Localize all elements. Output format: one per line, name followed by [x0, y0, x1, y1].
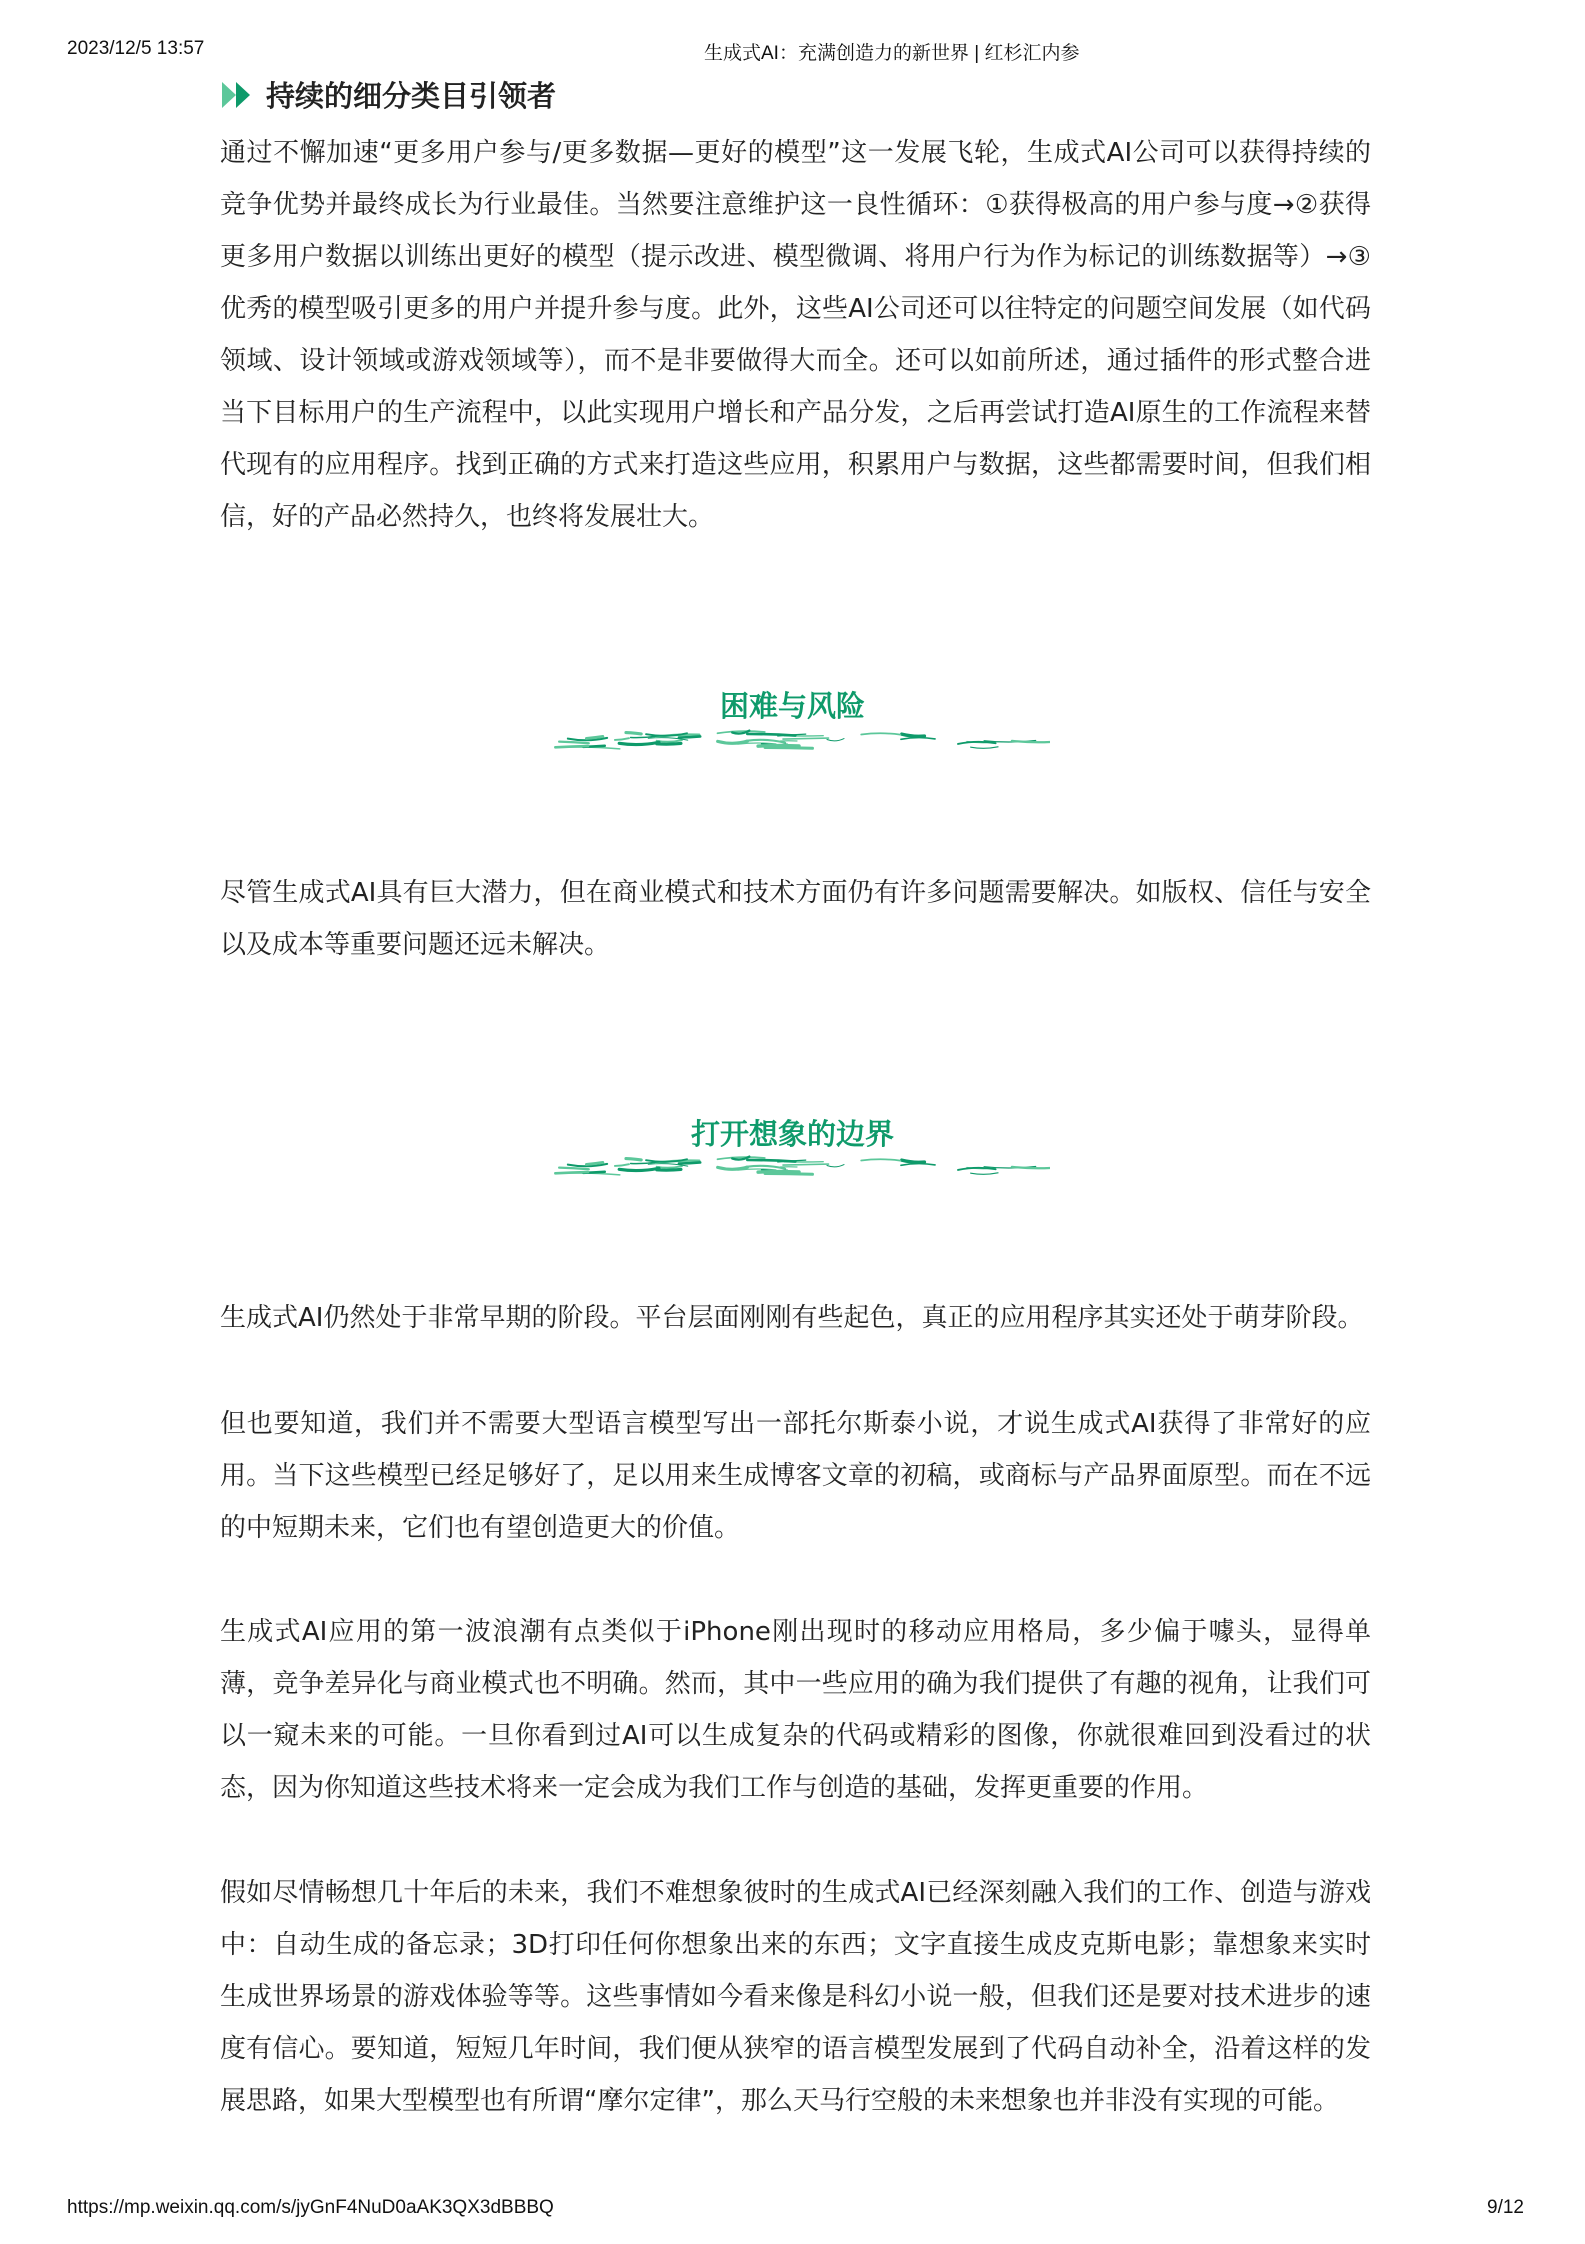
paragraph-line: 度有信心。要知道，短短几年时间，我们便从狭窄的语言模型发展到了代码自动补全，沿着这样的发	[220, 2034, 1371, 2064]
heading-risks: 困难与风险	[719, 689, 865, 723]
brush-stroke	[626, 733, 641, 734]
brush-stroke	[901, 1164, 935, 1166]
section-heading	[220, 74, 556, 115]
paragraph-line: 竞争优势并最终成长为行业最佳。当然要注意维护这一良性循环：①获得极高的用户参与度→②获得	[220, 190, 1371, 220]
brush-stroke	[783, 1164, 829, 1165]
paragraph-line: 中：自动生成的备忘录；3D打印任何你想象出来的东西；文字直接生成皮克斯电影；靠想象来实时	[220, 1930, 1371, 1960]
paragraph-line: 薄，竞争差异化与商业模式也不明确。然而，其中一些应用的确为我们提供了有趣的视角，让我们可	[220, 1669, 1371, 1699]
paragraph-line: 以一窥未来的可能。一旦你看到过AI可以生成复杂的代码或精彩的图像，你就很难回到没看过的状	[220, 1721, 1371, 1751]
brush-stroke	[902, 734, 925, 736]
brush-stroke	[827, 739, 844, 741]
brush-stroke	[901, 738, 935, 740]
paragraph-risks	[220, 867, 1371, 971]
brush-divider-icon	[540, 720, 1050, 760]
brush-stroke	[758, 746, 799, 747]
page-number: 9/12	[1487, 2197, 1524, 2218]
section-heading-text: 持续的细分类目引领者	[266, 79, 557, 113]
brush-stroke	[615, 738, 629, 740]
print-datetime: 2023/12/5 13:57	[67, 38, 205, 59]
paragraph-line: 生成式AI应用的第一波浪潮有点类似于iPhone刚出现时的移动应用格局，多少偏于噱头，显得单	[220, 1617, 1371, 1647]
paragraph-line: 通过不懈加速“更多用户参与/更多数据—更好的模型”这一发展飞轮，生成式AI公司可以获得持续的	[220, 138, 1371, 168]
paragraph-line: 但也要知道，我们并不需要大型语言模型写出一部托尔斯泰小说，才说生成式AI获得了非常好的应	[220, 1409, 1371, 1439]
brush-stroke	[657, 1169, 681, 1170]
brush-stroke	[746, 1166, 785, 1169]
brush-stroke	[783, 738, 829, 739]
brush-stroke	[615, 1164, 629, 1166]
paragraph-line: 代现有的应用程序。找到正确的方式来打造这些应用，积累用户与数据，这些都需要时间，但我们相	[220, 450, 1371, 480]
brush-stroke	[971, 747, 998, 748]
paragraph-line: 用。当下这些模型已经足够好了，足以用来生成博客文章的初稿，或商标与产品界面原型。而在不远	[220, 1461, 1371, 1491]
paragraph-early-stage	[220, 1292, 1371, 1344]
brush-stroke	[657, 743, 681, 744]
brush-stroke	[555, 746, 588, 747]
brush-stroke	[679, 736, 700, 737]
brush-stroke	[619, 1168, 659, 1170]
brush-stroke	[586, 736, 602, 738]
paragraph-line: 更多用户数据以训练出更好的模型（提示改进、模型微调、将用户行为作为标记的训练数据等）→③	[220, 242, 1371, 272]
paragraph-line: 优秀的模型吸引更多的用户并提升参与度。此外，这些AI公司还可以往特定的问题空间发展（如代码	[220, 294, 1371, 324]
brush-stroke	[827, 1165, 844, 1167]
brush-stroke	[559, 1168, 589, 1170]
brush-stroke	[657, 1166, 682, 1168]
brush-stroke	[586, 1162, 602, 1164]
brush-stroke	[746, 740, 785, 743]
paragraph-first-wave	[220, 1606, 1371, 1814]
paragraph-good-enough	[220, 1398, 1371, 1554]
brush-stroke	[902, 1160, 925, 1162]
paragraph-line: 态，因为你知道这些技术将来一定会成为我们工作与创造的基础，发挥更重要的作用。	[220, 1773, 1209, 1803]
brush-stroke	[861, 733, 900, 734]
paragraph-line: 展思路，如果大型模型也有所谓“摩尔定律”，那么天马行空般的未来想象也并非没有实现的可能。	[220, 2086, 1339, 2116]
paragraph-line: 信，好的产品必然持久，也终将发展壮大。	[220, 502, 715, 532]
brush-stroke	[765, 1173, 812, 1174]
paragraph-line: 的中短期未来，它们也有望创造更大的价值。	[220, 1513, 741, 1543]
paragraph-line: 假如尽情畅想几十年后的未来，我们不难想象彼时的生成式AI已经深刻融入我们的工作、创造与游戏	[220, 1878, 1371, 1908]
paragraph-line: 生成世界场景的游戏体验等等。这些事情如今看来像是科幻小说一般，但我们还是要对技术进步的速	[220, 1982, 1371, 2012]
brush-stroke	[555, 1172, 588, 1173]
brush-stroke	[971, 1173, 998, 1174]
paragraph-flywheel	[220, 127, 1371, 543]
paragraph-line: 以及成本等重要问题还远未解决。	[220, 930, 611, 960]
brush-stroke	[626, 1159, 641, 1160]
brush-divider-icon	[540, 1146, 1050, 1186]
double-arrow-icon	[220, 80, 260, 110]
brush-stroke	[718, 1167, 748, 1169]
brush-stroke	[1012, 1167, 1050, 1168]
heading-imagination: 打开想象的边界	[690, 1117, 894, 1151]
paragraph-line: 尽管生成式AI具有巨大潜力，但在商业模式和技术方面仍有许多问题需要解决。如版权、信任与安全	[220, 878, 1371, 908]
brush-stroke	[679, 1162, 700, 1163]
paragraph-line: 生成式AI仍然处于非常早期的阶段。平台层面刚刚有些起色，真正的应用程序其实还处于萌芽阶段。	[220, 1303, 1364, 1333]
brush-stroke	[765, 747, 812, 748]
brush-stroke	[657, 740, 682, 742]
print-page-title: 生成式AI：充满创造力的新世界 | 红杉汇内参	[704, 43, 1080, 64]
brush-stroke	[619, 742, 659, 744]
paragraph-line: 当下目标用户的生产流程中，以此实现用户增长和产品分发，之后再尝试打造AI原生的工作流程来替	[220, 398, 1371, 428]
brush-stroke	[1012, 741, 1050, 742]
paragraph-future	[220, 1867, 1371, 2127]
paragraph-line: 领域、设计领域或游戏领域等），而不是非要做得大而全。还可以如前所述，通过插件的形式整合进	[220, 346, 1371, 376]
page-url: https://mp.weixin.qq.com/s/jyGnF4NuD0aAK3QX3dBBBQ	[67, 2197, 554, 2218]
brush-stroke	[758, 1172, 799, 1173]
brush-stroke	[559, 742, 589, 744]
brush-stroke	[861, 1159, 900, 1160]
brush-stroke	[718, 741, 748, 743]
